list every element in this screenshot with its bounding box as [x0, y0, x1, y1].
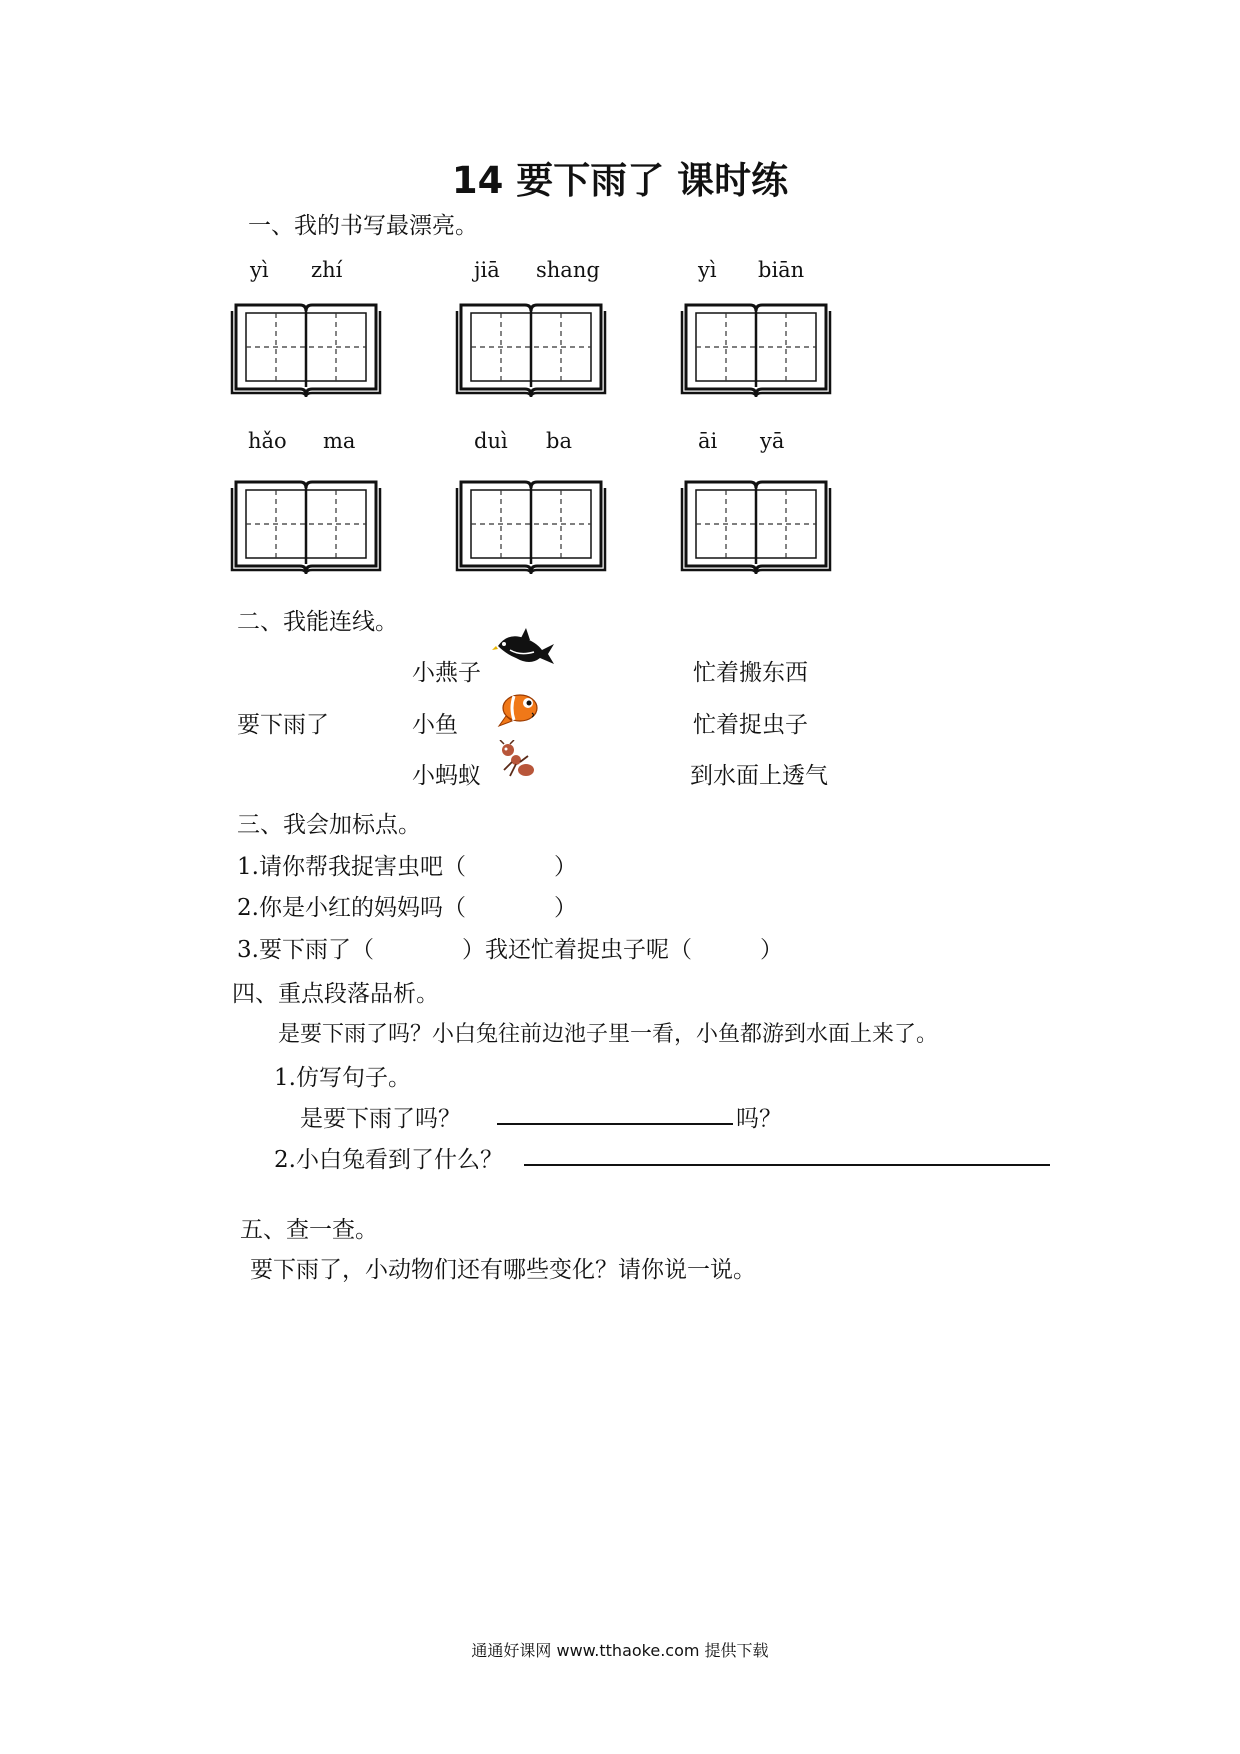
bracket: ）: [759, 937, 783, 963]
section4-heading: 四、重点段落品析。: [232, 981, 439, 1007]
book-writing-box[interactable]: [455, 297, 607, 399]
book-writing-box[interactable]: [230, 297, 382, 399]
question-suffix: 吗？: [736, 1106, 782, 1132]
footer-credit: 通通好课网 www.tthaoke.com 提供下载: [471, 1641, 769, 1660]
bracket: ）: [553, 854, 577, 880]
punctuation-q3: [237, 931, 783, 964]
page-title: 14 要下雨了 课时练: [451, 159, 789, 202]
answer-line[interactable]: [497, 1123, 733, 1125]
question-text: ）我还忙着捉虫子呢（: [461, 937, 692, 963]
punctuation-q2: [237, 889, 577, 922]
book-writing-box[interactable]: [680, 474, 832, 576]
match-left-item[interactable]: 小燕子: [412, 660, 481, 686]
pinyin: biān: [758, 258, 805, 282]
example-sentence: 是要下雨了吗？: [300, 1106, 461, 1132]
pinyin: shang: [536, 258, 600, 282]
pinyin: ma: [323, 429, 356, 453]
match-left-item[interactable]: 小蚂蚁: [412, 763, 481, 789]
pinyin: yā: [760, 429, 785, 453]
section1-heading: 一、我的书写最漂亮。: [248, 213, 478, 239]
section5-text: 要下雨了，小动物们还有哪些变化？请你说一说。: [250, 1257, 756, 1283]
book-writing-box[interactable]: [680, 297, 832, 399]
match-right-item[interactable]: 到水面上透气: [690, 763, 828, 789]
bracket: ）: [553, 895, 577, 921]
section5-heading: 五、查一查。: [240, 1217, 378, 1243]
question-text: 1.请你帮我捉害虫吧（: [237, 854, 466, 880]
pinyin: jiā: [474, 258, 500, 282]
book-writing-box[interactable]: [455, 474, 607, 576]
fish-icon: [496, 688, 542, 732]
book-writing-box[interactable]: [230, 474, 382, 576]
pinyin: yì: [250, 258, 269, 282]
swallow-icon: [490, 626, 556, 676]
match-right-item[interactable]: 忙着搬东西: [693, 660, 808, 686]
pinyin: duì: [474, 429, 508, 453]
ant-icon: [494, 740, 538, 780]
pinyin: āi: [698, 429, 718, 453]
pinyin: hǎo: [248, 429, 287, 453]
pinyin: yì: [698, 258, 717, 282]
answer-line[interactable]: [524, 1164, 1050, 1166]
match-left-item[interactable]: 小鱼: [412, 712, 458, 738]
section3-heading: 三、我会加标点。: [237, 812, 421, 838]
punctuation-q1: [237, 848, 577, 881]
question-2: 2.小白兔看到了什么？: [274, 1147, 503, 1173]
pinyin: zhí: [311, 258, 343, 282]
pinyin: ba: [546, 429, 572, 453]
question-1: 1.仿写句子。: [274, 1065, 411, 1091]
match-center-label: 要下雨了: [237, 712, 329, 738]
question-text: 2.你是小红的妈妈吗（: [237, 895, 466, 921]
passage-text: 是要下雨了吗？小白兔往前边池子里一看，小鱼都游到水面上来了。: [278, 1022, 939, 1047]
match-right-item[interactable]: 忙着捉虫子: [693, 712, 808, 738]
question-text: 3.要下雨了（: [237, 937, 374, 963]
section2-heading: 二、我能连线。: [237, 609, 398, 635]
